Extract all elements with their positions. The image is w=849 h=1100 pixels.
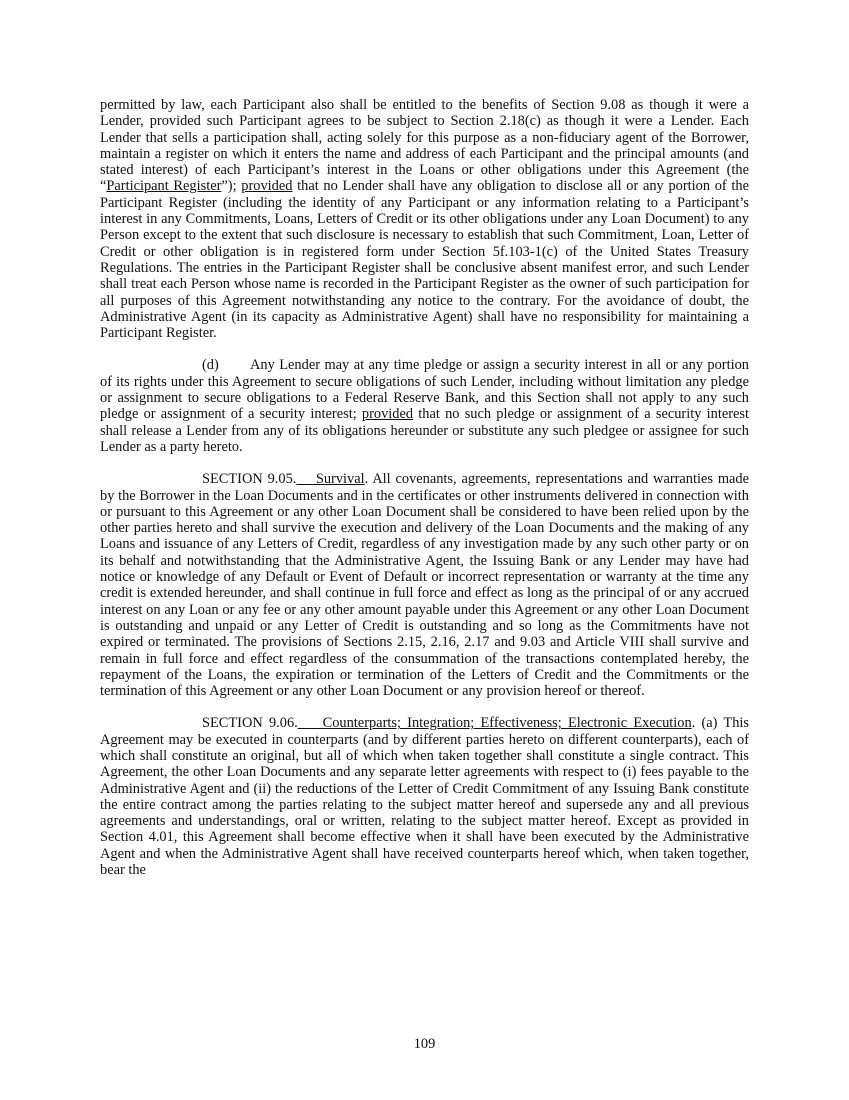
section-title: Survival [315,471,365,488]
subsection-label: (d) [202,357,219,374]
paragraph-text: that no Lender shall have any obligation to disclose all or any portion of the Participant Register (including the identity of any Participant or any information relating to a Participant’s interest in any Commitments, Loans, Letters of Credit or its other obligations under any Loan Document) to any Person except to the extent that such disclosure is necessary to establish that such Commitment, Loan, Letter of Credit or other obligation is in registered form under Section 5f.103-1(c) of the United States Treasury Regulations. The entries in the Participant Register shall be conclusive absent manifest error, and such Lender shall treat each Person whose name is recorded in the Participant Register as the owner of such participation for all purposes of this Agreement notwithstanding any notice to the contrary. For the avoidance of doubt, the Administrative Agent (in its capacity as Administrative Agent) shall have no responsibility for maintaining a Participant Register. [100,178,749,342]
paragraph-text: ”); [221,178,242,195]
heading-underline-gap [298,715,323,731]
proviso-term: provided [241,178,293,195]
section-title: Counterparts; Integration; Effectiveness; Electronic Execution [322,715,692,732]
section-number: SECTION 9.05. [202,471,297,488]
paragraph-text: Any Lender may at any time pledge or assign a security interest in all or any portion of its rights under this Agreement to secure obligations of such Lender, including without limitation any pledge or assignment to secure obligations to a Federal Reserve Bank, and this Section shall not apply to any such pledge or assignment of a security interest; [100,357,749,423]
page-number: 109 [413,1036,436,1052]
paragraph-text: . All covenants, agreements, representations and warranties made by the Borrower in the Loan Documents and in the certificates or other instruments delivered in connection with or pursuant to this Agreement or any other Loan Document shall be considered to have been relied upon by the other parties hereto and shall survive the execution and delivery of the Loan Documents and the making of any Loans and issuance of any Letters of Credit, regardless of any investigation made by any such other party or on its behalf and notwithstanding that the Administrative Agent, the Issuing Bank or any Lender may have had notice or knowledge of any Default or Event of Default or incorrect representation or warranty at the time any credit is extended hereunder, and shall continue in full force and effect as long as the principal of or any accrued interest on any Loan or any fee or any other amount payable under this Agreement or any other Loan Document is outstanding and unpaid or any Letter of Credit is outstanding and so long as the Commitments have not expired or terminated. The provisions of Sections 2.15, 2.16, 2.17 and 9.03 and Article VIII shall survive and remain in full force and effect regardless of the consummation of the transactions contemplated hereby, the repayment of the Loans, the expiration or termination of the Letters of Credit and the Commitments or the termination of this Agreement or any other Loan Document or any provision hereof or thereof. [100,471,750,700]
section-9-06-paragraph [100,715,749,878]
defined-term-participant-register: Participant Register [106,178,222,195]
proviso-term: provided [361,406,414,423]
section-number: SECTION 9.06. [202,715,298,732]
section-9-05-paragraph [100,471,749,699]
heading-underline-gap [296,471,315,487]
document-body [100,97,749,894]
paragraph-text: permitted by law, each Participant also shall be entitled to the benefits of Section 9.08 as though it were a Lender, provided such Participant agrees to be subject to Section 2.18(c) as though it were a Lender. Each Lender that sells a participation shall, acting solely for this purpose as a non-fiduciary agent of the Borrower, maintain a register on which it enters the name and address of each Participant and the principal amounts (and stated interest) of each Participant’s interest in the Loans or other obligations under this Agreement (the “ [100,97,749,195]
paragraph-text: . (a) This Agreement may be executed in counterparts (and by different parties hereto on different counterparts), each of which shall constitute an original, but all of which when taken together shall constitute a single contract. This Agreement, the other Loan Documents and any separate letter agreements with respect to (i) fees payable to the Administrative Agent and (ii) the reductions of the Letter of Credit Commitment of any Issuing Bank constitute the entire contract among the parties relating to the subject matter hereof and supersede any and all previous agreements and understandings, oral or written, relating to the subject matter hereof. Except as provided in Section 4.01, this Agreement shall become effective when it shall have been executed by the Administrative Agent and when the Administrative Agent shall have received counterparts hereof which, when taken together, bear the [100,715,749,879]
paragraph-text: that no such pledge or assignment of a security interest shall release a Lender from any of its obligations hereunder or substitute any such pledgee or assignee for such Lender as a party hereto. [100,406,749,455]
participant-register-paragraph [100,97,749,341]
subsection-d-paragraph [100,357,749,455]
